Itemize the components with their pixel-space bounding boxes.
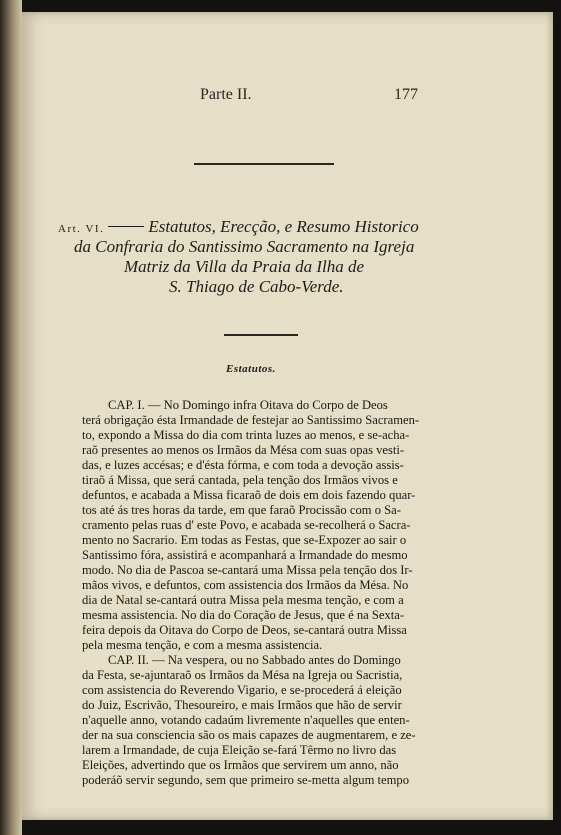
article-label: Art. VI.	[58, 223, 105, 235]
decorative-rule-top	[194, 163, 334, 165]
page-number: 177	[394, 86, 418, 103]
body-line: terá obrigação ésta Irmandade de festejar ao Santissimo Sacramen-	[82, 413, 420, 427]
title-dash	[108, 226, 144, 228]
body-line: CAP. II. — Na vespera, ou no Sabbado antes do Domingo	[108, 653, 401, 667]
body-line: modo. No dia de Pascoa se-cantará uma Missa pela tenção dos Ir-	[82, 563, 413, 577]
article-title-line-4	[58, 277, 528, 297]
body-line: n'aquelle anno, votando cadaúm livremente n'aquelles que enten-	[82, 713, 410, 727]
body-line: raõ presentes ao menos os Irmãos da Mésa com suas opas vesti-	[82, 443, 405, 457]
body-line: poderáõ servir segundo, sem que primeiro se-metta algum tempo	[82, 773, 409, 787]
body-line: feira depois da Oitava do Corpo de Deos, se-cantará outra Missa	[82, 623, 407, 637]
body-line: com assistencia do Reverendo Vigario, e se-procederá á eleição	[82, 683, 402, 697]
body-line: to, expondo a Missa do dia com trinta luzes ao menos, e se-acha-	[82, 428, 410, 442]
body-line: dia de Natal se-cantará outra Missa pela mesma tenção, e com a	[82, 593, 404, 607]
body-line: defuntos, e acabada a Missa ficaraõ de dois em dois fazendo quar-	[82, 488, 416, 502]
article-title-line-2	[58, 237, 528, 257]
body-line: larem a Irmandade, de cuja Eleição se-fará Têrmo no livro das	[82, 743, 397, 757]
body-line: da Festa, se-ajuntaraõ os Irmãos da Mésa na Igreja ou Sacristia,	[82, 668, 403, 682]
body-line: Santissimo fóra, assistirá e acompanhará a Irmandade do mesmo	[82, 548, 408, 562]
article-title-text-1: Estatutos, Erecção, e Resumo Historico	[148, 217, 419, 236]
section-title: Estatutos.	[226, 363, 276, 375]
part-heading: Parte II.	[200, 86, 252, 103]
body-text	[82, 398, 452, 788]
body-line: CAP. I. — No Domingo infra Oitava do Corpo de Deos	[108, 398, 388, 412]
body-line: pela mesma tenção, e com a mesma assistencia.	[82, 638, 323, 652]
article-heading	[58, 217, 528, 297]
book-page	[22, 12, 553, 820]
body-line: tiraõ á Missa, que será cantada, pela tenção dos Irmãos vivos e	[82, 473, 398, 487]
body-line: tos até ás tres horas da tarde, em que faraõ Procissão com o Sa-	[82, 503, 401, 517]
body-line: mesma assistencia. No dia do Coração de Jesus, que é na Sexta-	[82, 608, 405, 622]
body-line: mãos vivos, e defuntos, com assistencia dos Irmãos da Mésa. No	[82, 578, 409, 592]
running-head	[22, 86, 553, 110]
article-title-text-2: da Confraria do Santissimo Sacramento na Igreja	[74, 237, 415, 256]
body-line: mento no Sacrario. Em todas as Festas, que se-Expozer ao sair o	[82, 533, 407, 547]
body-line: do Juiz, Escrivão, Thesoureiro, e mais Irmãos que hão de servir	[82, 698, 402, 712]
article-title-line-1	[58, 217, 528, 237]
body-line: das, e luzes accésas; e d'ésta fórma, e com toda a devoção assis-	[82, 458, 404, 472]
body-line: cramento pelas ruas d' este Povo, e acabada se-recolherá o Sacra-	[82, 518, 411, 532]
book-spine-shadow	[0, 0, 22, 835]
article-title-line-3	[58, 257, 528, 277]
body-line: Eleições, advertindo que os Irmãos que servirem um anno, não	[82, 758, 399, 772]
body-line: der na sua consciencia são os mais capazes de augmentarem, e ze-	[82, 728, 416, 742]
article-title-text-3: Matriz da Villa da Praia da Ilha de	[124, 257, 365, 276]
decorative-rule-middle	[224, 334, 298, 336]
article-title-text-4: S. Thiago de Cabo-Verde.	[169, 277, 344, 296]
